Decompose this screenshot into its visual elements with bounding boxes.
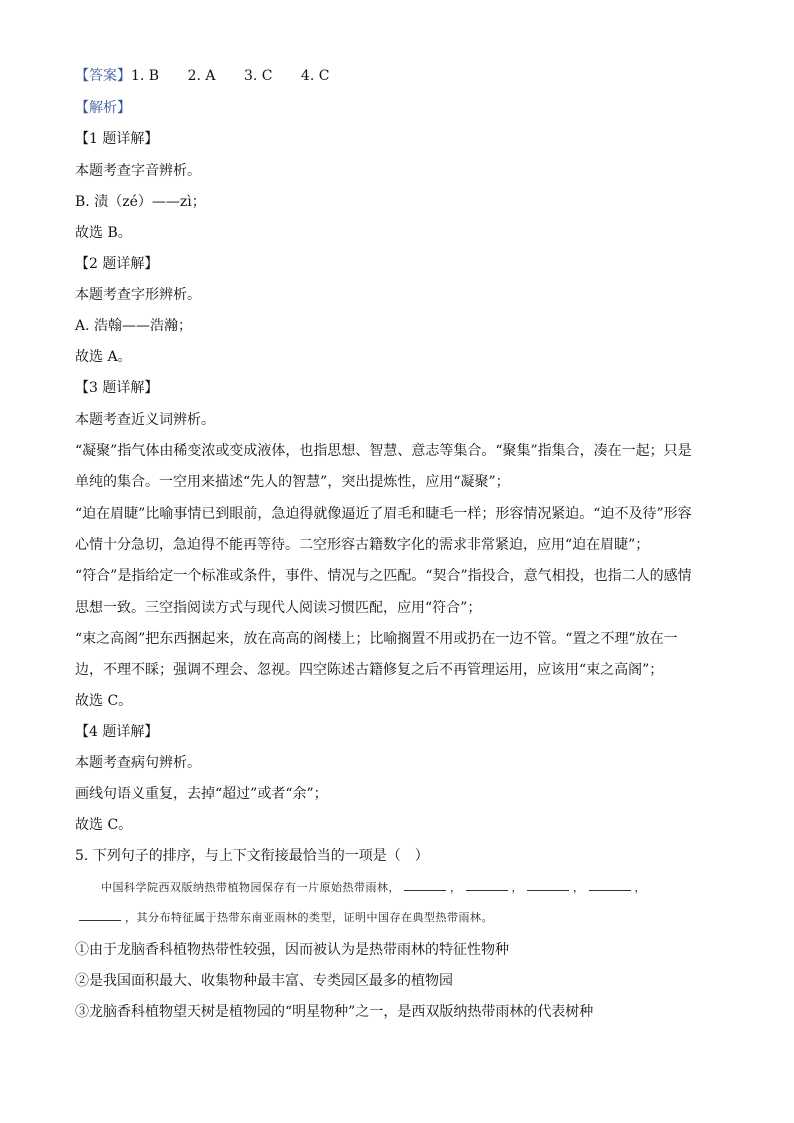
q5-stem: 5. 下列句子的排序，与上下文衔接最恰当的一项是（ ） [75, 848, 429, 864]
q3-line: 单纯的集合。一空用来描述“先人的智慧”，突出提炼性，应用“凝聚”； [75, 474, 510, 490]
q3-line: “符合”是指给定一个标准或条件，事件、情况与之匹配。“契合”指投合，意气相投，也指二人的感情 [75, 568, 692, 584]
q3-heading: 【3 题详解】 [75, 380, 159, 396]
q5-option: ②是我国面积最大、收集物种最丰富、专类园区最多的植物园 [75, 973, 453, 989]
q1-line: 故选 B。 [75, 225, 132, 241]
answer-blank[interactable] [527, 878, 569, 891]
q4-heading: 【4 题详解】 [75, 724, 159, 740]
q4-line: 本题考查病句辨析。 [75, 755, 201, 771]
answer-blank[interactable] [404, 878, 446, 891]
q4-line: 故选 C。 [75, 817, 133, 833]
q4-line: 画线句语义重复，去掉“超过”或者“余”； [75, 786, 328, 802]
q5-option: ①由于龙脑香科植物热带性较强，因而被认为是热带雨林的特征性物种 [75, 942, 509, 958]
q2-heading: 【2 题详解】 [75, 256, 159, 272]
answer-item: 3. C [243, 68, 273, 84]
answer-label: 【答案】 [75, 68, 131, 84]
answer-blank[interactable] [589, 878, 631, 891]
answer-item: 4. C [300, 68, 330, 84]
q3-line: “束之高阁”把东西捆起来，放在高高的阁楼上；比喻搁置不用或扔在一边不管。“置之不理”放在一 [75, 631, 678, 647]
q3-line: “迫在眉睫”比喻事情已到眼前，急迫得就像逼近了眉毛和睫毛一样；形容情况紧迫。“迫不及待”形容 [75, 506, 692, 522]
q1-line: 本题考查字音辨析。 [75, 163, 201, 179]
q3-line: 心情十分急切，急迫得不能再等待。二空形容古籍数字化的需求非常紧迫，应用“迫在眉睫”； [75, 537, 650, 553]
q2-line: A. 浩翰——浩瀚； [75, 318, 193, 334]
answer-blank[interactable] [466, 878, 508, 891]
passage-text: 其分布特征属于热带东南亚雨林的类型，证明中国存在典型热带雨林。 [136, 911, 493, 924]
answer-blank[interactable] [79, 908, 121, 921]
q2-line: 故选 A。 [75, 349, 132, 365]
analysis-label: 【解析】 [75, 100, 131, 116]
q3-line: 边，不理不睬；强调不理会、忽视。四空陈述古籍修复之后不再管理运用，应该用“束之高阁”； [75, 662, 664, 678]
q3-line: 故选 C。 [75, 693, 133, 709]
q5-passage-line: 中国科学院西双版纳热带植物园保存有一片原始热带雨林， ， ， ， ， [101, 873, 721, 903]
answer-item: 1. B [131, 68, 160, 84]
q3-line: “凝聚”指气体由稀变浓或变成液体，也指思想、智慧、意志等集合。“聚集”指集合，凑在一起；只是 [75, 443, 692, 459]
q5-passage-line: ，其分布特征属于热带东南亚雨林的类型，证明中国存在典型热带雨林。 [75, 903, 695, 933]
q1-line: B. 渍（zé）——zì； [75, 194, 206, 210]
q5-option: ③龙脑香科植物望天树是植物园的“明星物种”之一，是西双版纳热带雨林的代表树种 [75, 1004, 594, 1020]
q3-line: 思想一致。三空指阅读方式与现代人阅读习惯匹配，应用“符合”； [75, 600, 482, 616]
answer-item: 2. A [187, 68, 216, 84]
q1-heading: 【1 题详解】 [75, 131, 159, 147]
passage-text: 中国科学院西双版纳热带植物园保存有一片原始热带雨林， [101, 881, 400, 894]
answer-line [75, 66, 725, 86]
q2-line: 本题考查字形辨析。 [75, 287, 201, 303]
q3-line: 本题考查近义词辨析。 [75, 412, 215, 428]
